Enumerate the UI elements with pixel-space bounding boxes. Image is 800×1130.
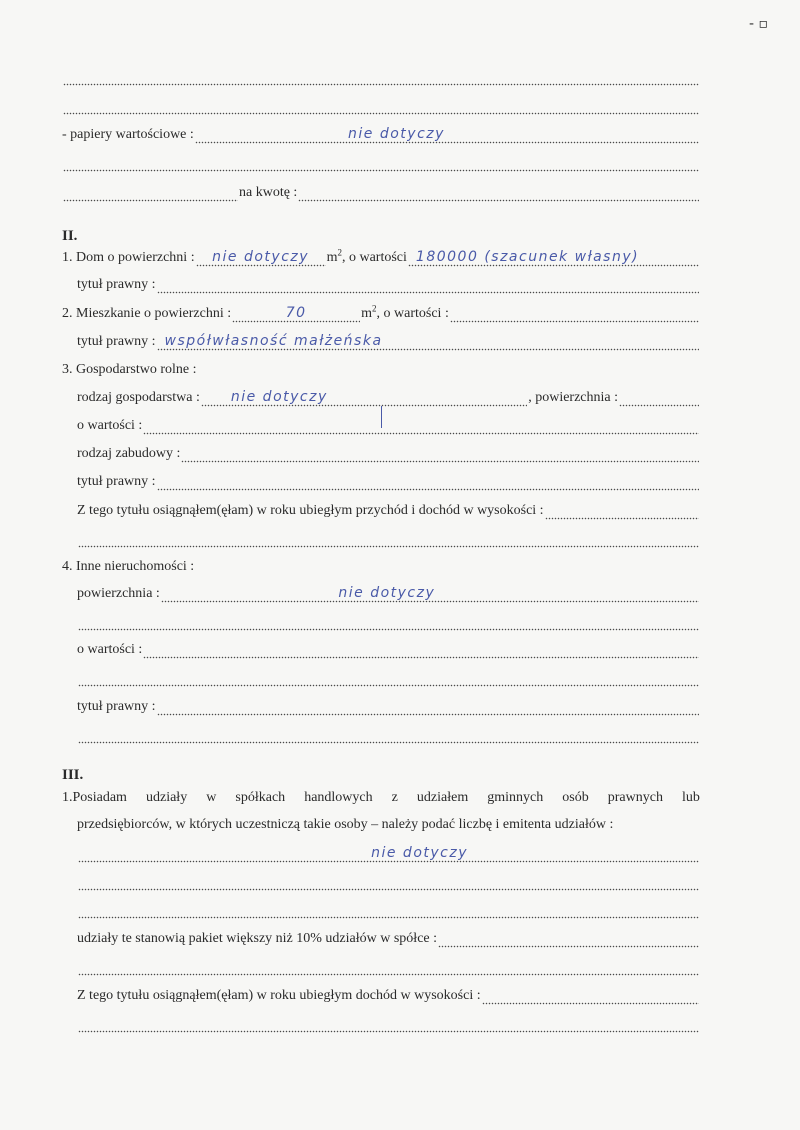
inne-wartosci-line: o wartości :: [77, 637, 700, 659]
dom-value: 180000 (szacunek własny): [415, 249, 640, 265]
udzialy-value: nie dotyczy: [371, 845, 468, 861]
blank-line: [77, 526, 700, 548]
word: w: [206, 790, 217, 805]
word: udziały: [145, 790, 188, 805]
pen-stroke: [381, 406, 382, 428]
mieszkanie-tytul-value: współwłasność małżeńska: [164, 333, 383, 349]
word: prawnych: [607, 790, 663, 805]
gospodarstwo-label: 3. Gospodarstwo rolne :: [62, 362, 197, 377]
dochod-line: Z tego tytułu osiągnąłem(ęłam) w roku ubiegłym dochód w wysokości :: [77, 983, 700, 1005]
corner-mark: - ▫: [749, 16, 768, 32]
dom-wartosci-label: , o wartości: [341, 250, 407, 265]
dom-label: 1. Dom o powierzchni :: [62, 250, 195, 265]
blank-line: [77, 722, 700, 744]
udzialy-value-line: [77, 841, 700, 863]
inne-label: 4. Inne nieruchomości :: [62, 559, 195, 574]
papiery-label: - papiery wartościowe :: [62, 127, 194, 142]
zabudowa-line: rodzaj zabudowy :: [77, 441, 700, 463]
blank-line: [62, 64, 700, 86]
word: z: [391, 790, 398, 805]
papiery-line: [62, 122, 700, 144]
mieszkanie-tytul-line: tytuł prawny : współwłasność małżeńska: [77, 329, 700, 351]
mieszkanie-wartosci-label: , o wartości :: [376, 306, 449, 321]
pakiet-line: udziały te stanowią pakiet większy niż 10% udziałów w spółce :: [77, 926, 700, 948]
mieszkanie-line: 2. Mieszkanie o powierzchni : 70 $m^2$, o wartości :: [62, 301, 700, 323]
na-kwote-label: na kwotę :: [239, 185, 298, 200]
blank-line: [77, 869, 700, 891]
dom-area-value: nie dotyczy: [212, 249, 310, 265]
blank-line: [77, 1011, 700, 1033]
tytul-line: [77, 272, 700, 294]
blank-line: [77, 954, 700, 976]
word: handlowych: [304, 790, 373, 805]
udzialy-line2: przedsiębiorców, w których uczestniczą takie osoby – należy podać liczbę i emitenta udziałów :: [77, 817, 614, 832]
udzialy-line1: [62, 784, 700, 806]
powierzchnia-line: powierzchnia : nie dotyczy: [77, 581, 700, 603]
blank-line: [62, 150, 700, 172]
dom-m2: m: [326, 250, 338, 265]
tytul-gosp-line: tytuł prawny :: [77, 469, 700, 491]
o-wartosci-line: o wartości :: [77, 413, 700, 435]
gospodarstwo-line: [62, 357, 700, 379]
word: gminnych: [487, 790, 544, 805]
blank-line: [77, 897, 700, 919]
rodzaj-gosp-value: nie dotyczy: [230, 389, 328, 405]
word: 1.Posiadam: [62, 790, 127, 805]
papiery-value: nie dotyczy: [348, 126, 445, 142]
blank-line: [62, 93, 700, 115]
blank-line: [77, 665, 700, 687]
inne-value: nie dotyczy: [338, 585, 436, 601]
tytul-label: tytuł prawny :: [77, 277, 156, 292]
section-heading: II.: [62, 228, 78, 244]
word: osób: [562, 790, 589, 805]
rodzaj-gosp-line: rodzaj gospodarstwa : nie dotyczy , powierzchnia :: [77, 385, 700, 407]
word: spółkach: [235, 790, 286, 805]
dom-line: 1. Dom o powierzchni : nie dotyczy $m^2$, o wartości 180000 (szacunek własny): [62, 245, 700, 267]
mieszkanie-label: 2. Mieszkanie o powierzchni :: [62, 306, 232, 321]
mieszkanie-area-value: 70: [285, 305, 307, 321]
word: udziałem: [416, 790, 469, 805]
przychod-line: Z tego tytułu osiągnąłem(ęłam) w roku ubiegłym przychód i dochód w wysokości :: [77, 498, 700, 520]
na-kwote-line: [62, 180, 700, 202]
blank-line: [77, 609, 700, 631]
inne-tytul-line: tytuł prawny :: [77, 694, 700, 716]
section-heading: III.: [62, 767, 84, 783]
inne-line: [62, 554, 700, 576]
word: lub: [682, 790, 700, 805]
